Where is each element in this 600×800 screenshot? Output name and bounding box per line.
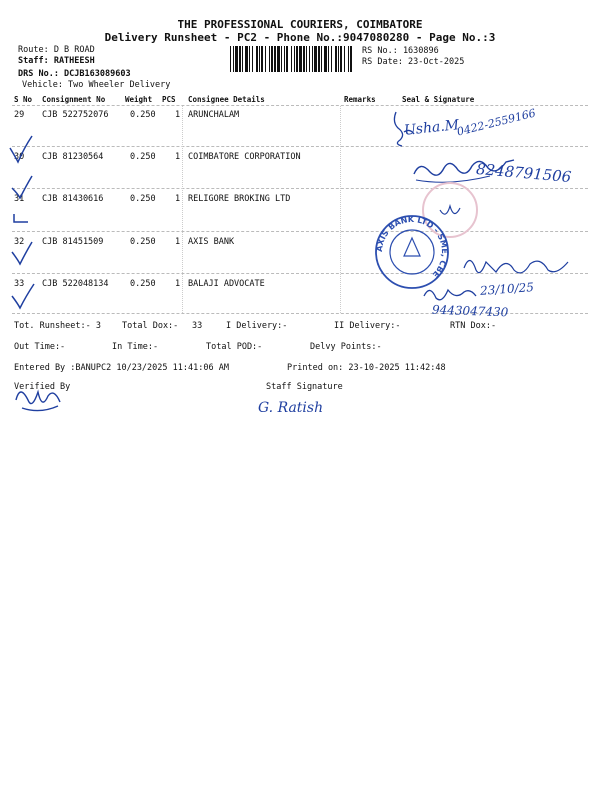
barcode-bar bbox=[331, 46, 332, 72]
row-consignee: BALAJI ADVOCATE bbox=[188, 279, 265, 289]
in-time: In Time:- bbox=[112, 342, 159, 352]
barcode-bar bbox=[306, 46, 307, 72]
barcode-bar bbox=[274, 46, 276, 72]
barcode-bar bbox=[230, 46, 231, 72]
total-dox: Total Dox:- bbox=[122, 321, 179, 331]
row-sno: 31 bbox=[14, 194, 25, 204]
barcode-bar bbox=[269, 46, 270, 72]
stamp-text: AXIS BANK LTD - SME, CBE bbox=[374, 214, 450, 280]
row-divider bbox=[12, 231, 588, 232]
out-time: Out Time:- bbox=[14, 342, 66, 352]
handwritten-phone: 9443047430 bbox=[431, 302, 509, 320]
barcode-bar bbox=[284, 46, 285, 72]
barcode-bar bbox=[335, 46, 337, 72]
barcode-bar bbox=[233, 46, 234, 72]
col-weight: Weight bbox=[125, 95, 153, 104]
staff-signature-label: Staff Signature bbox=[266, 382, 343, 392]
check-mark bbox=[12, 284, 34, 308]
i-delivery: I Delivery:- bbox=[226, 321, 288, 331]
row-consignment: CJB 81451509 bbox=[42, 237, 104, 247]
barcode-bar bbox=[303, 46, 305, 72]
check-marks bbox=[6, 118, 36, 378]
row-consignee: COIMBATORE CORPORATION bbox=[188, 152, 301, 162]
row-pcs: 1 bbox=[175, 194, 181, 204]
delvy-points: Delvy Points:- bbox=[310, 342, 382, 352]
barcode-bar bbox=[291, 46, 292, 72]
barcode-bar bbox=[256, 46, 258, 72]
row-consignee: RELIGORE BROKING LTD bbox=[188, 194, 291, 204]
barcode-bar bbox=[249, 46, 250, 72]
vehicle-label: Vehicle: Two Wheeler Delivery bbox=[22, 80, 171, 90]
row-weight: 0.250 bbox=[130, 152, 156, 162]
barcode-bar bbox=[328, 46, 329, 72]
barcode-bar bbox=[245, 46, 248, 72]
staff-signature: G. Ratish bbox=[258, 400, 324, 416]
barcode-bar bbox=[265, 46, 266, 72]
row-pcs: 1 bbox=[175, 152, 181, 162]
row-weight: 0.250 bbox=[130, 237, 156, 247]
row-sno: 29 bbox=[14, 110, 25, 120]
verified-by: Verified By bbox=[14, 382, 71, 392]
barcode-bar bbox=[348, 46, 349, 72]
col-remarks: Remarks bbox=[344, 95, 376, 104]
barcode-bar bbox=[242, 46, 243, 72]
barcode-bar bbox=[314, 46, 317, 72]
barcode-bar bbox=[340, 46, 342, 72]
signature-scribble bbox=[420, 280, 480, 306]
barcode-bar bbox=[259, 46, 260, 72]
rtn-dox: RTN Dox:- bbox=[450, 321, 497, 331]
check-mark bbox=[14, 214, 28, 222]
rs-number: RS No.: 1630896 bbox=[362, 46, 439, 56]
barcode-bar bbox=[271, 46, 273, 72]
ii-delivery: II Delivery:- bbox=[334, 321, 401, 331]
verifier-signature bbox=[10, 380, 66, 416]
row-consignee: ARUNCHALAM bbox=[188, 110, 240, 120]
row-weight: 0.250 bbox=[130, 110, 156, 120]
barcode-bar bbox=[321, 46, 322, 72]
barcode-bar bbox=[324, 46, 327, 72]
check-mark bbox=[12, 242, 32, 264]
column-separator bbox=[340, 106, 341, 313]
row-consignment: CJB 522048134 bbox=[42, 279, 109, 289]
barcode-bar bbox=[312, 46, 313, 72]
row-consignment: CJB 81230564 bbox=[42, 152, 104, 162]
handwritten-phone: 0422-2559166 bbox=[455, 106, 538, 139]
rs-date: RS Date: 23-Oct-2025 bbox=[362, 57, 465, 67]
row-consignee: AXIS BANK bbox=[188, 237, 235, 247]
col-consignment: Consignment No bbox=[42, 95, 106, 104]
barcode-bar bbox=[277, 46, 280, 72]
col-consignee: Consignee Details bbox=[188, 95, 265, 104]
barcode-bar bbox=[350, 46, 352, 72]
row-consignment: CJB 522752076 bbox=[42, 110, 109, 120]
col-pcs: PCS bbox=[162, 95, 176, 104]
barcode-bar bbox=[299, 46, 302, 72]
staff-label: Staff: RATHEESH bbox=[18, 56, 95, 66]
row-consignment: CJB 81430616 bbox=[42, 194, 104, 204]
row-pcs: 1 bbox=[175, 279, 181, 289]
row-pcs: 1 bbox=[175, 237, 181, 247]
barcode-bar bbox=[235, 46, 238, 72]
printed-on: Printed on: 23-10-2025 11:42:48 bbox=[287, 363, 446, 373]
col-sno: S No bbox=[14, 95, 33, 104]
check-mark bbox=[10, 136, 32, 162]
column-separator bbox=[182, 106, 183, 313]
route-label: Route: D B ROAD bbox=[18, 45, 95, 55]
company-title: THE PROFESSIONAL COURIERS, COIMBATORE bbox=[177, 18, 423, 31]
runsheet-subtitle: Delivery Runsheet - PC2 - Phone No.:9047080280 - Page No.:3 bbox=[104, 31, 496, 44]
total-dox-value: 33 bbox=[192, 321, 203, 331]
total-pod: Total POD:- bbox=[206, 342, 263, 352]
barcode-bar bbox=[252, 46, 253, 72]
row-weight: 0.250 bbox=[130, 194, 156, 204]
signature-scribble bbox=[456, 248, 576, 282]
svg-text:AXIS BANK LTD - SME, CBE bbox=[375, 215, 449, 279]
row-sno: 32 bbox=[14, 237, 25, 247]
row-divider bbox=[12, 146, 588, 147]
barcode-bar bbox=[296, 46, 298, 72]
entered-by: Entered By :BANUPC2 10/23/2025 11:41:06 AM bbox=[14, 363, 229, 373]
barcode-bar bbox=[281, 46, 282, 72]
drs-number: DRS No.: DCJB163089603 bbox=[18, 69, 131, 79]
row-sno: 33 bbox=[14, 279, 25, 289]
handwritten-date: 23/10/25 bbox=[479, 280, 535, 298]
tot-runsheet: Tot. Runsheet:- 3 bbox=[14, 321, 101, 331]
barcode-bar bbox=[344, 46, 345, 72]
handwritten-phone: 8248791506 bbox=[475, 159, 573, 187]
barcode-bar bbox=[294, 46, 295, 72]
barcode-bar bbox=[338, 46, 339, 72]
col-seal-signature: Seal & Signature bbox=[402, 95, 475, 104]
header-divider bbox=[12, 105, 588, 106]
barcode-bar bbox=[309, 46, 310, 72]
barcode-bar bbox=[286, 46, 288, 72]
row-weight: 0.250 bbox=[130, 279, 156, 289]
barcode-image bbox=[230, 46, 355, 72]
row-pcs: 1 bbox=[175, 110, 181, 120]
barcode-bar bbox=[318, 46, 320, 72]
handwritten-name: Usha.M bbox=[403, 117, 460, 139]
barcode-bar bbox=[239, 46, 241, 72]
check-mark bbox=[12, 176, 32, 198]
row-sno: 30 bbox=[14, 152, 25, 162]
barcode-bar bbox=[261, 46, 263, 72]
